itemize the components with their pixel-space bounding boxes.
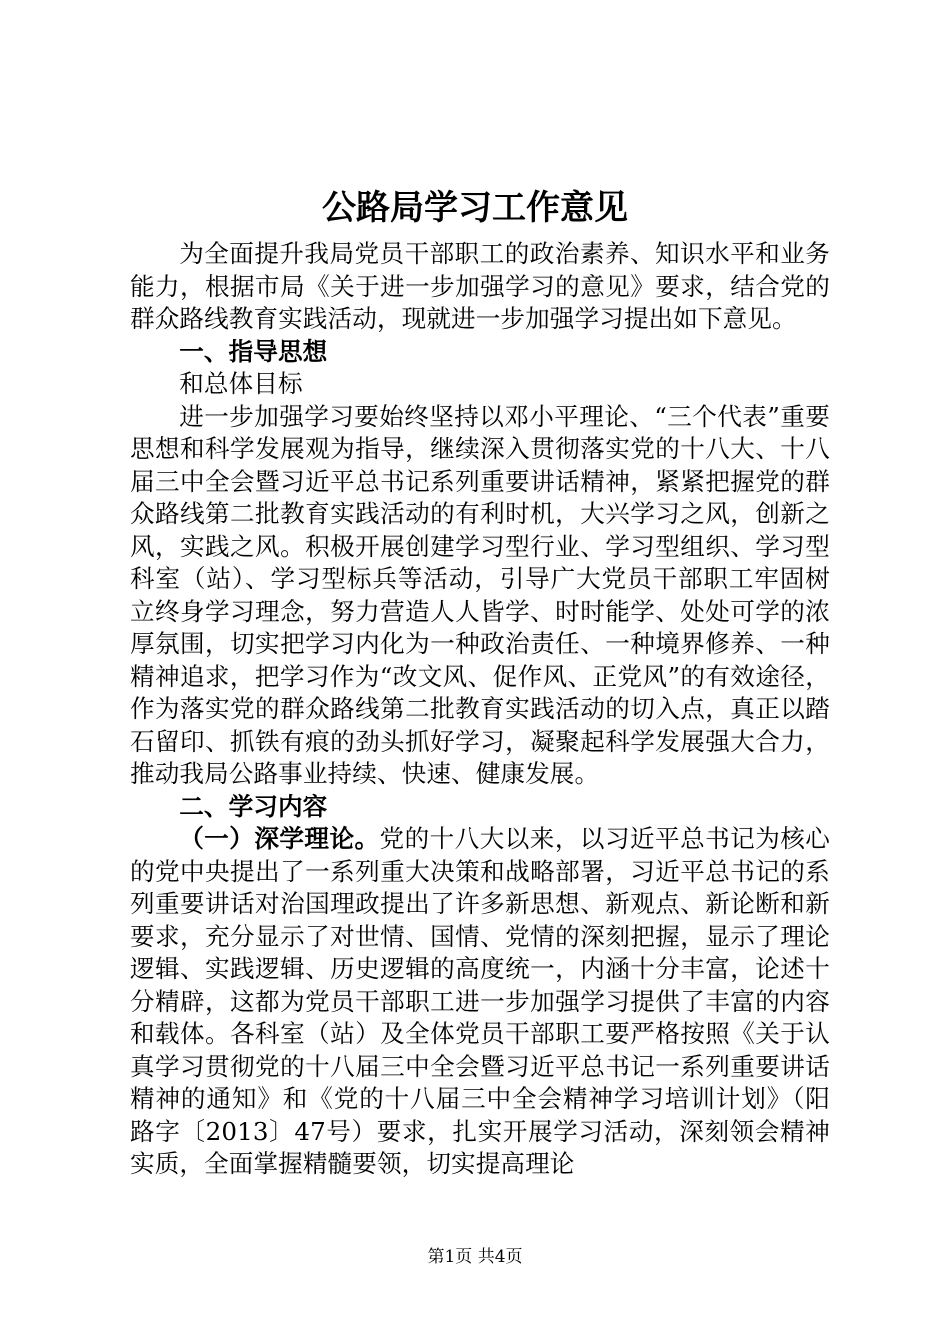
page-footer: 第1页 共4页 <box>427 1247 523 1267</box>
study-theory-paragraph <box>130 823 830 1181</box>
section-subheading-overall-goal: 和总体目标 <box>179 369 303 398</box>
document-body <box>130 238 830 1181</box>
section-heading-guiding-thought: 一、指导思想 <box>179 336 328 366</box>
study-theory-body: 党的十八大以来，以习近平总书记为核心的党中央提出了一系列重大决策和战略部署，习近平总书记的系列重要讲话对治国理政提出了许多新思想、新观点、新论断和新要求，充分显示了对世情、国情、党情的深刻把握，显示了理论逻辑、实践逻辑、历史逻辑的高度统一，内涵十分丰富，论述十分精辟，这都为党员干部职工进一步加强学习提供了丰富的内容和载体。各科室（站）及全体党员干部职工要严格按照《关于认真学习贯彻党的十八届三中全会暨习近平总书记一系列重要讲话精神的通知》和《党的十八届三中全会精神学习培训计划》（阳路字〔2013〕47号）要求，扎实开展学习活动，深刻领会精神实质，全面掌握精髓要领，切实提高理论 <box>130 824 830 1178</box>
intro-paragraph: 为全面提升我局党员干部职工的政治素养、知识水平和业务能力，根据市局《关于进一步加强学习的意见》要求，结合党的群众路线教育实践活动，现就进一步加强学习提出如下意见。 <box>130 239 830 333</box>
document-title: 公路局学习工作意见 <box>322 188 628 228</box>
section-heading-study-content: 二、学习内容 <box>179 791 328 821</box>
guiding-thought-paragraph: 进一步加强学习要始终坚持以邓小平理论、“三个代表”重要思想和科学发展观为指导，继续深入贯彻落实党的十八大、十八届三中全会暨习近平总书记系列重要讲话精神，紧紧把握党的群众路线第二批教育实践活动的有利时机，大兴学习之风，创新之风，实践之风。积极开展创建学习型行业、学习型组织、学习型科室（站）、学习型标兵等活动，引导广大党员干部职工牢固树立终身学习理念，努力营造人人皆学、时时能学、处处可学的浓厚氛围，切实把学习内化为一种政治责任、一种境界修养、一种精神追求，把学习作为“改文风、促作风、正党风”的有效途径，作为落实党的群众路线第二批教育实践活动的切入点，真正以踏石留印、抓铁有痕的劲头抓好学习，凝聚起科学发展强大合力，推动我局公路事业持续、快速、健康发展。 <box>130 401 830 788</box>
study-theory-lead: （一）深学理论。 <box>179 824 380 853</box>
